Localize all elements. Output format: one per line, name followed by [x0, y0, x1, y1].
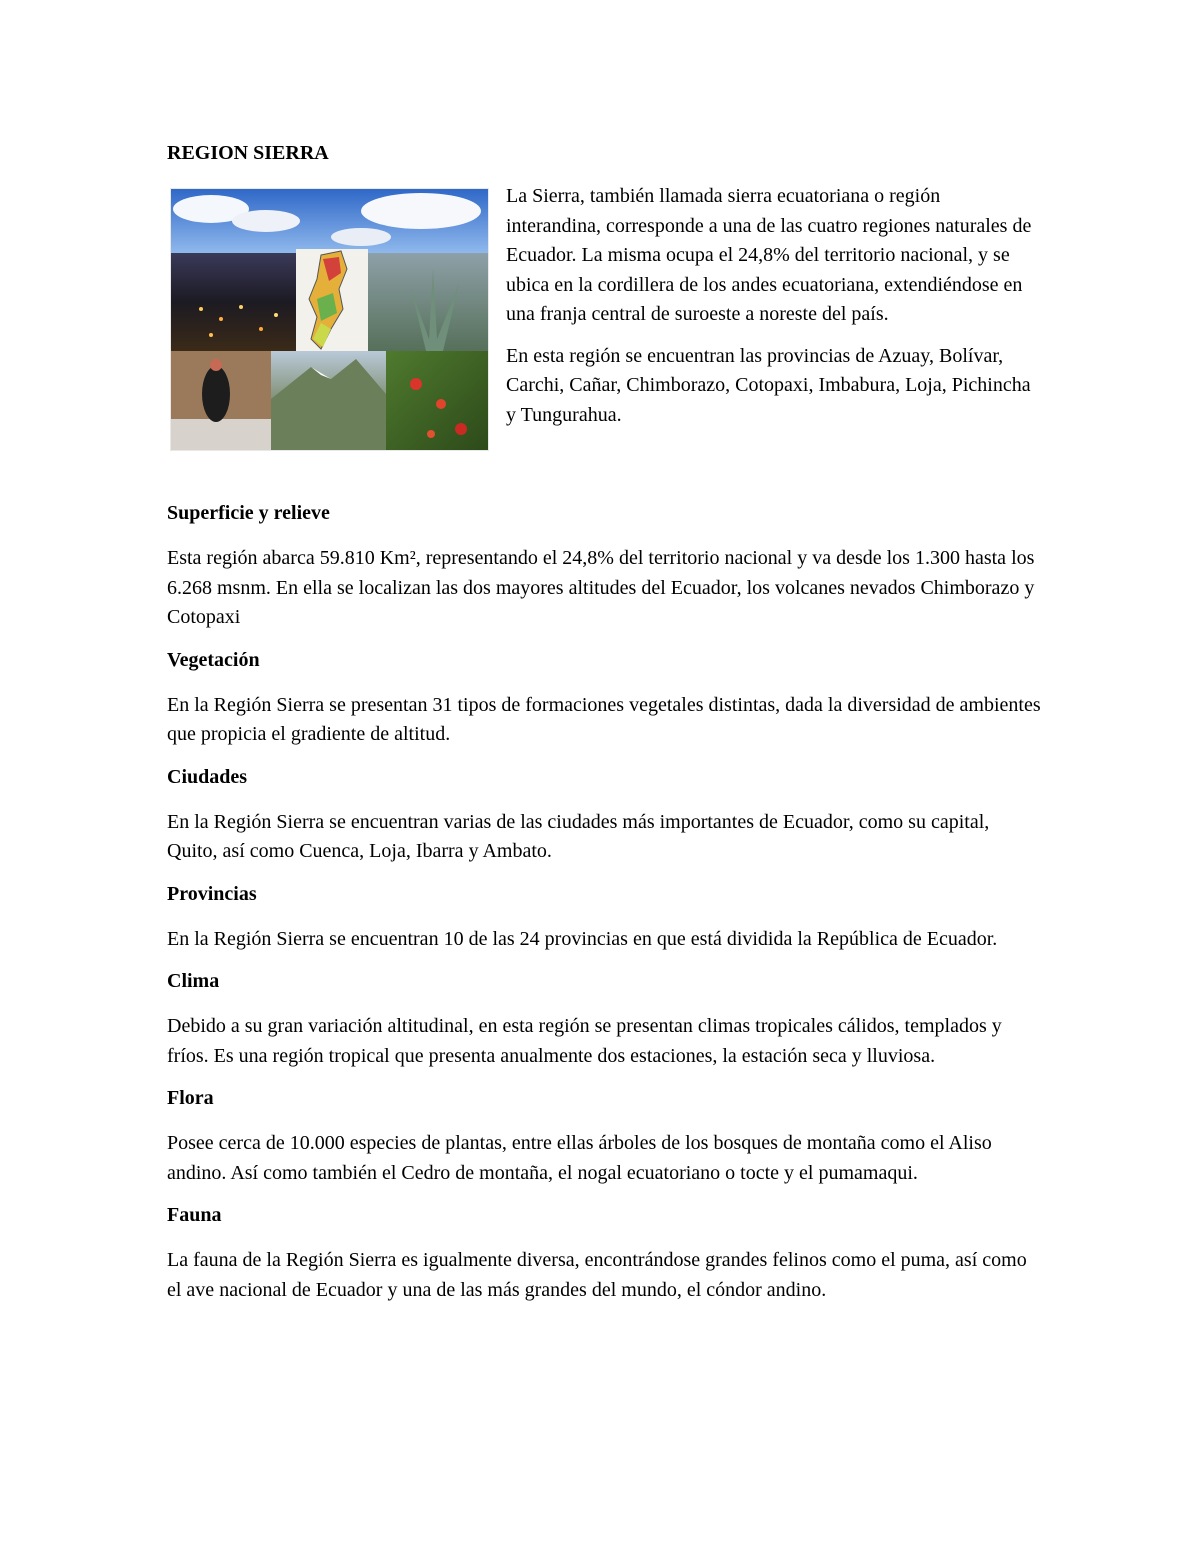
- section-text: Esta región abarca 59.810 Km², representando el 24,8% del territorio nacional y va desde los 1.300 hasta los 6.268 msnm. En ella se localizan las dos mayores altitudes del Ecuador, los volcanes nevados Chimborazo y Cotopaxi: [167, 547, 1035, 628]
- intro-paragraph-1: La Sierra, también llamada sierra ecuatoriana o región interandina, corresponde a una de las cuatro regiones naturales de Ecuador. La misma ocupa el 24,8% del territorio nacional, y se ubica en la cordillera de los andes ecuatoriana, extendiéndose en una franja central de suroeste a noreste del país.: [506, 185, 1032, 325]
- section-heading: Vegetación: [167, 648, 260, 671]
- section-provincias: [167, 881, 1042, 955]
- intro-paragraph-2: En esta región se encuentran las provincias de Azuay, Bolívar, Carchi, Cañar, Chimborazo, Cotopaxi, Imbabura, Loja, Pichincha y Tungurahua.: [506, 344, 1031, 426]
- sierra-collage-image: [170, 188, 489, 451]
- intro-text: [506, 182, 1036, 442]
- document-body: [167, 140, 1042, 1319]
- section-text: Posee cerca de 10.000 especies de plantas, entre ellas árboles de los bosques de montaña como el Aliso andino. Así como también el Cedro de montaña, el nogal ecuatoriano o tocte y el pumamaqui.: [167, 1132, 992, 1184]
- section-flora: [167, 1085, 1042, 1188]
- section-text: En la Región Sierra se encuentran varias de las ciudades más importantes de Ecuador, como su capital, Quito, así como Cuenca, Loja, Ibarra y Ambato.: [167, 810, 990, 862]
- section-text: Debido a su gran variación altitudinal, en esta región se presentan climas tropicales cálidos, templados y fríos. Es una región tropical que presenta anualmente dos estaciones, la estación seca y lluviosa.: [167, 1015, 1002, 1067]
- section-clima: [167, 968, 1042, 1071]
- section-text: En la Región Sierra se encuentran 10 de las 24 provincias en que está dividida la República de Ecuador.: [167, 927, 998, 950]
- section-ciudades: [167, 764, 1042, 867]
- section-heading: Flora: [167, 1087, 214, 1109]
- document-title: REGION SIERRA: [167, 142, 329, 164]
- section-fauna: [167, 1202, 1042, 1305]
- section-text: La fauna de la Región Sierra es igualmente diversa, encontrándose grandes felinos como el puma, así como el ave nacional de Ecuador y una de las más grandes del mundo, el cóndor andino.: [167, 1249, 1027, 1301]
- section-heading: Clima: [167, 970, 220, 992]
- section-heading: Provincias: [167, 882, 257, 905]
- intro-block: [167, 182, 1042, 500]
- section-text: En la Región Sierra se presentan 31 tipos de formaciones vegetales distintas, dada la diversidad de ambientes que propicia el gradiente de altitud.: [167, 693, 1041, 745]
- section-heading: Fauna: [167, 1204, 222, 1226]
- section-superficie: [167, 500, 1042, 633]
- section-heading: Superficie y relieve: [167, 502, 330, 524]
- section-heading: Ciudades: [167, 765, 248, 788]
- section-vegetacion: [167, 647, 1042, 750]
